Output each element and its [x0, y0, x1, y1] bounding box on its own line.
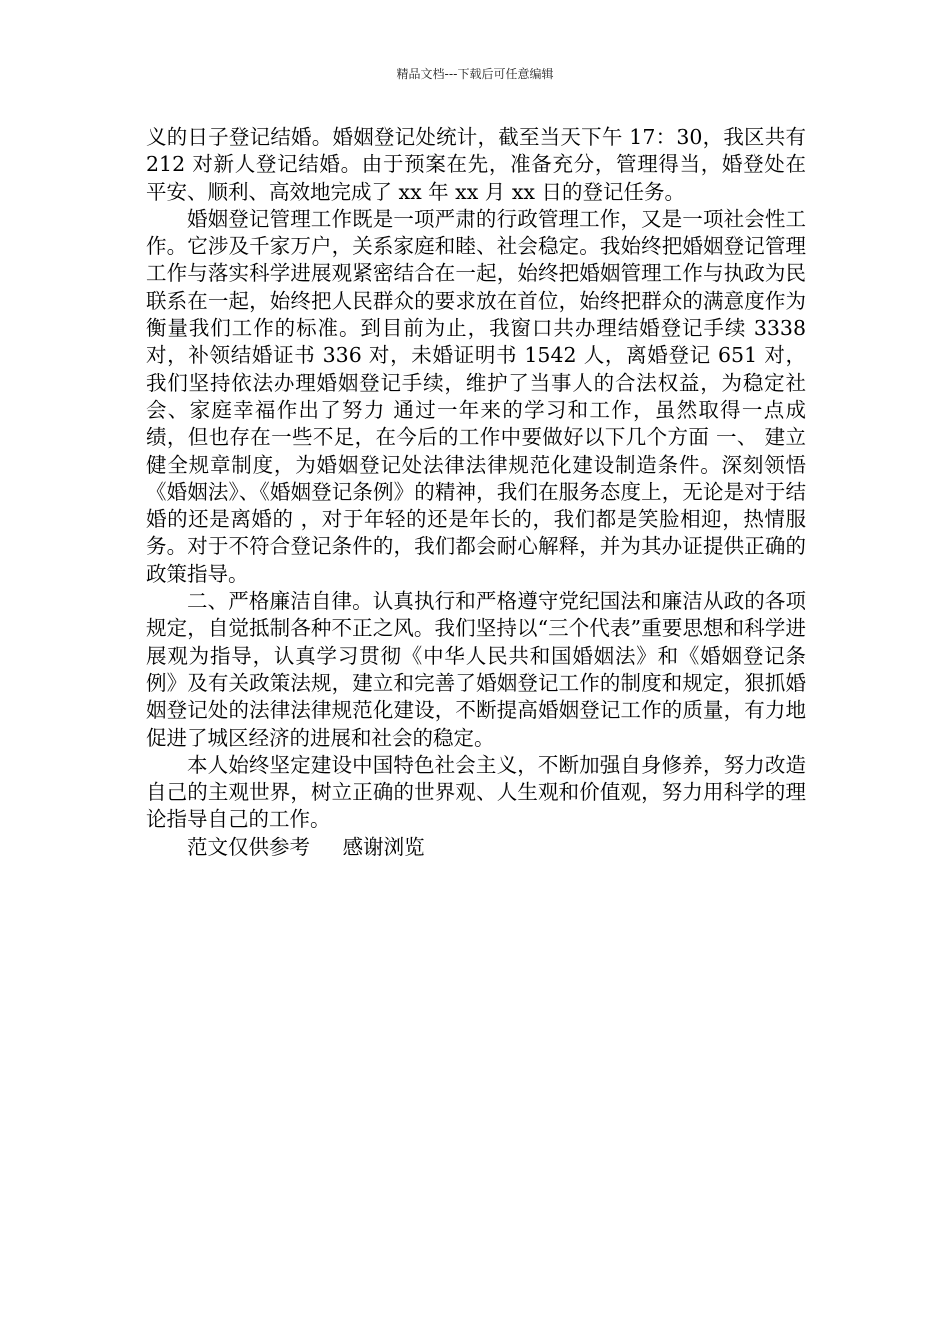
- paragraph-registration-work: 婚姻登记管理工作既是一项严肃的行政管理工作，又是一项社会性工作。它涉及千家万户，关系家庭和睦、社会稳定。我始终把婚姻登记管理工作与落实科学进展观紧密结合在一起，始终把婚姻管理工作与执政为民联系在一起，始终把人民群众的要求放在首位，始终把群众的满意度作为衡量我们工作的标准。到目前为止，我窗口共办理结婚登记手续 3338 对，补领结婚证书 336 对，未婚证明书 1542 人，离婚登记 651 对， 我们坚持依法办理婚姻登记手续，维护了当事人的合法权益，为稳定社会、家庭幸福作出了努力 通过一年来的学习和工作，虽然取得一点成绩，但也存在一些不足，在今后的工作中要做好以下几个方面 一、 建立健全规章制度，为婚姻登记处法律法律规范化建设制造条件。深刻领悟《婚姻法》、《婚姻登记条例》的精神，我们在服务态度上，无论是对于结婚的还是离婚的 ，对于年轻的还是年长的，我们都是笑脸相迎，热情服务。对于不符合登记条件的，我们都会耐心解释，并为其办证提供正确的政策指导。: [146, 206, 813, 586]
- paragraph-continuation: 义的日子登记结婚。婚姻登记处统计，截至当天下午 17：30，我区共有 212 对新人登记结婚。由于预案在先，准备充分，管理得当，婚登处在平安、顺利、高效地完成了 xx 年 xx 月 xx 日的登记任务。: [146, 125, 813, 204]
- document-body: [146, 124, 813, 861]
- paragraph-self-improvement: 本人始终坚定建设中国特色社会主义，不断加强自身修养，努力改造自己的主观世界，树立正确的世界观、人生观和价值观，努力用科学的理论指导自己的工作。: [146, 752, 806, 832]
- paragraph-integrity: 二、严格廉洁自律。认真执行和严格遵守党纪国法和廉洁从政的各项规定，自觉抵制各种不正之风。我们坚持以“三个代表”重要思想和科学进展观为指导，认真学习贯彻《中华人民共和国婚姻法》和《婚姻登记条例》及有关政策法规，建立和完善了婚姻登记工作的制度和规定，狠抓婚姻登记处的法律法律规范化建设，不断提高婚姻登记工作的质量，有力地促进了城区经济的进展和社会的稳定。: [146, 589, 806, 750]
- paragraph-footer-note: 范文仅供参考 感谢浏览: [187, 834, 425, 859]
- page-header: 精品文档---下载后可任意编辑: [396, 67, 554, 81]
